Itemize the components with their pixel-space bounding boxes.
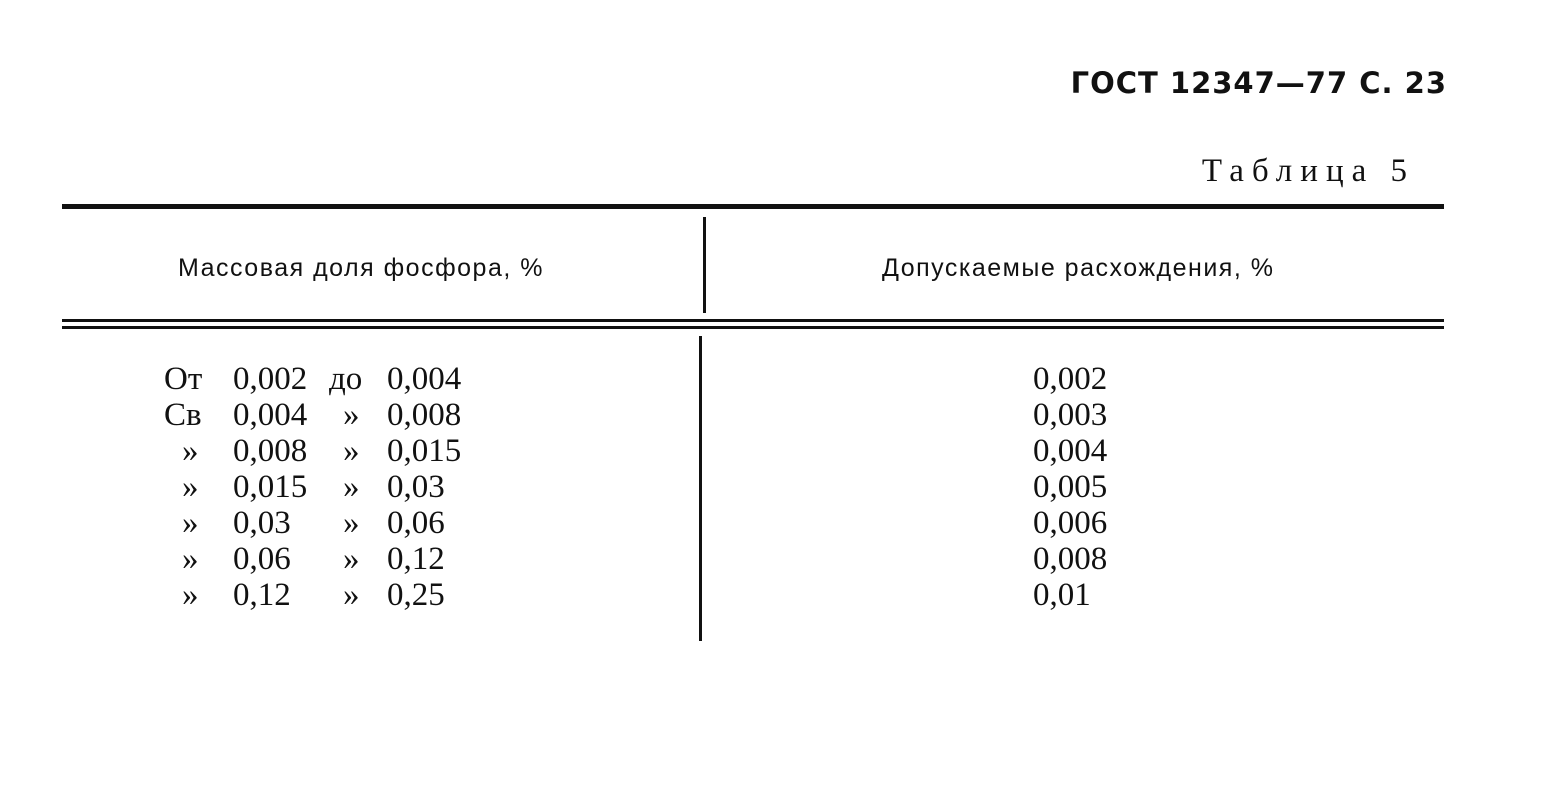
table-row <box>0 541 1555 577</box>
range-from: 0,03 <box>233 505 291 541</box>
page-header: ГОСТ 12347—77 С. 23 <box>1070 66 1447 100</box>
range-to: 0,004 <box>387 361 462 397</box>
range-to: 0,008 <box>387 397 462 433</box>
range-from: 0,015 <box>233 469 308 505</box>
table-row <box>0 469 1555 505</box>
range-separator: » <box>343 541 360 577</box>
range-separator: » <box>343 397 360 433</box>
range-prefix: » <box>182 505 199 541</box>
table-row <box>0 505 1555 541</box>
range-from: 0,12 <box>233 577 291 613</box>
tolerance-value: 0,004 <box>1033 433 1108 469</box>
table-row <box>0 397 1555 433</box>
table-row <box>0 361 1555 397</box>
tolerance-value: 0,005 <box>1033 469 1108 505</box>
range-prefix: » <box>182 469 199 505</box>
range-to: 0,06 <box>387 505 445 541</box>
range-from: 0,004 <box>233 397 308 433</box>
range-separator: » <box>343 577 360 613</box>
range-to: 0,25 <box>387 577 445 613</box>
range-to: 0,12 <box>387 541 445 577</box>
range-prefix: Св <box>164 397 202 433</box>
table-row <box>0 577 1555 613</box>
header-divider-rule-second <box>62 326 1444 329</box>
table-body <box>0 361 1555 613</box>
range-to: 0,03 <box>387 469 445 505</box>
range-to: 0,015 <box>387 433 462 469</box>
range-separator: до <box>329 361 363 397</box>
tolerance-value: 0,002 <box>1033 361 1108 397</box>
header-divider-rule <box>62 319 1444 322</box>
column-header-phosphorus: Массовая доля фосфора, % <box>178 254 544 282</box>
table-caption: Таблица 5 <box>1201 153 1415 189</box>
tolerance-value: 0,01 <box>1033 577 1091 613</box>
table-top-rule <box>62 204 1444 209</box>
tolerance-value: 0,003 <box>1033 397 1108 433</box>
range-prefix: » <box>182 541 199 577</box>
column-header-tolerance: Допускаемые расхождения, % <box>882 254 1275 282</box>
range-prefix: » <box>182 577 199 613</box>
range-prefix: » <box>182 433 199 469</box>
range-from: 0,008 <box>233 433 308 469</box>
range-separator: » <box>343 469 360 505</box>
tolerance-value: 0,006 <box>1033 505 1108 541</box>
table-row <box>0 433 1555 469</box>
range-separator: » <box>343 433 360 469</box>
header-column-divider <box>703 217 706 313</box>
tolerance-value: 0,008 <box>1033 541 1108 577</box>
range-separator: » <box>343 505 360 541</box>
range-from: 0,06 <box>233 541 291 577</box>
range-from: 0,002 <box>233 361 308 397</box>
range-prefix: От <box>164 361 203 397</box>
